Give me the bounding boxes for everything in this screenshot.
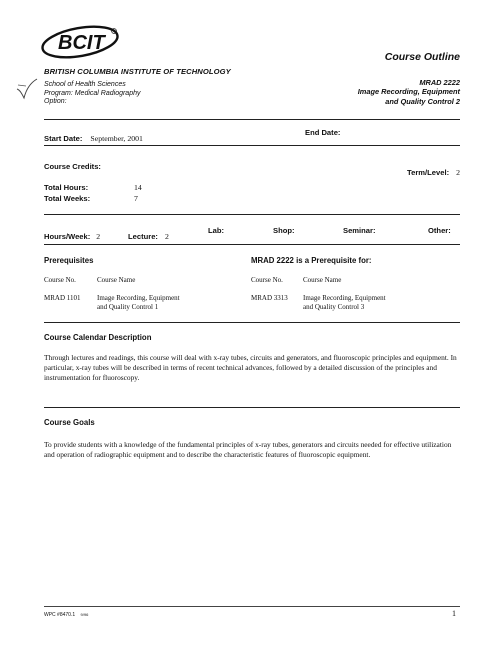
divider — [44, 244, 460, 245]
prereq-course-name-line1: Image Recording, Equipment — [97, 294, 180, 302]
prereq-course-no: MRAD 1101 — [44, 294, 81, 302]
prereq-col-course-name: Course Name — [97, 276, 136, 284]
school-info — [44, 81, 141, 107]
start-date — [44, 128, 143, 146]
prereq-for-course-name — [303, 294, 386, 312]
shop-label: Shop: — [273, 226, 295, 235]
prereq-for-col-course-no: Course No. — [251, 276, 283, 284]
prerequisites-heading: Prerequisites — [44, 256, 94, 265]
lecture-label: Lecture: — [128, 232, 158, 241]
handwritten-checkmark — [14, 76, 40, 102]
prereq-for-course-name-line2: and Quality Control 3 — [303, 303, 365, 311]
start-date-value: September, 2001 — [90, 134, 143, 143]
term-level-label: Term/Level: — [407, 168, 450, 177]
prereq-course-name-line2: and Quality Control 1 — [97, 303, 159, 311]
other-label: Other: — [428, 226, 451, 235]
goals-text: To provide students with a knowledge of the fundamental principles of x-ray tubes, generators and circuits needed for effective utilization and operation of radiographic equipment and to describe the characteristic features of fluoroscopic equipment. — [44, 440, 452, 459]
prereq-for-course-name-line1: Image Recording, Equipment — [303, 294, 386, 302]
prereq-course-name — [97, 294, 180, 312]
description-heading: Course Calendar Description — [44, 333, 152, 342]
divider — [44, 119, 460, 120]
goals-heading: Course Goals — [44, 418, 95, 427]
total-weeks-value: 7 — [134, 194, 138, 203]
end-date-label: End Date: — [305, 128, 341, 137]
lab-label: Lab: — [208, 226, 225, 235]
divider — [44, 407, 460, 408]
divider — [44, 322, 460, 323]
form-code — [44, 612, 88, 618]
form-code-date: 9/96 — [80, 612, 89, 617]
prerequisite-for-heading: MRAD 2222 is a Prerequisite for: — [251, 256, 372, 265]
course-name-line2: and Quality Control 2 — [385, 96, 460, 106]
divider — [44, 145, 460, 146]
school-name: School of Health Sciences — [44, 81, 126, 88]
hours-per-week-label: Hours/Week: — [44, 232, 91, 241]
lecture-value: 2 — [164, 232, 169, 241]
course-credits-label: Course Credits: — [44, 162, 101, 171]
start-date-label: Start Date: — [44, 134, 83, 143]
total-hours-label: Total Hours: — [44, 183, 89, 192]
option-label: Option: — [44, 98, 67, 106]
course-name-line1: Image Recording, Equipment — [357, 87, 460, 97]
total-weeks-label: Total Weeks: — [44, 194, 91, 203]
prereq-col-course-no: Course No. — [44, 276, 76, 284]
term-level — [407, 162, 460, 180]
bcit-logo — [40, 22, 120, 62]
course-info — [358, 78, 460, 106]
hours-per-week-value: 2 — [96, 232, 101, 241]
course-code: MRAD 2222 — [419, 78, 460, 87]
page-number: 1 — [452, 609, 456, 618]
logo-text: BCIT — [58, 32, 105, 54]
hours-per-week — [44, 226, 100, 244]
prereq-for-col-course-name: Course Name — [303, 276, 342, 284]
institution-name: BRITISH COLUMBIA INSTITUTE OF TECHNOLOGY — [44, 67, 231, 76]
document-title: Course Outline — [384, 51, 460, 63]
lecture-hours — [128, 226, 169, 244]
term-level-value: 2 — [456, 168, 460, 177]
divider — [44, 214, 460, 215]
footer-rule — [44, 606, 460, 607]
description-text: Through lectures and readings, this course will deal with x-ray tubes, circuits and generators, and fluoroscopic principles and equipment. In particular, x-ray tubes will be described in terms of recent technical advances, followed by a detailed discussion of the principles and instrumentation for fluoroscopy. — [44, 353, 457, 382]
form-code-number: WPC #8470.1 — [44, 612, 76, 618]
prereq-for-course-no: MRAD 3313 — [251, 294, 288, 302]
program-name: Program: Medical Radiography — [44, 89, 141, 97]
seminar-label: Seminar: — [343, 226, 376, 235]
total-hours-value: 14 — [134, 183, 142, 192]
